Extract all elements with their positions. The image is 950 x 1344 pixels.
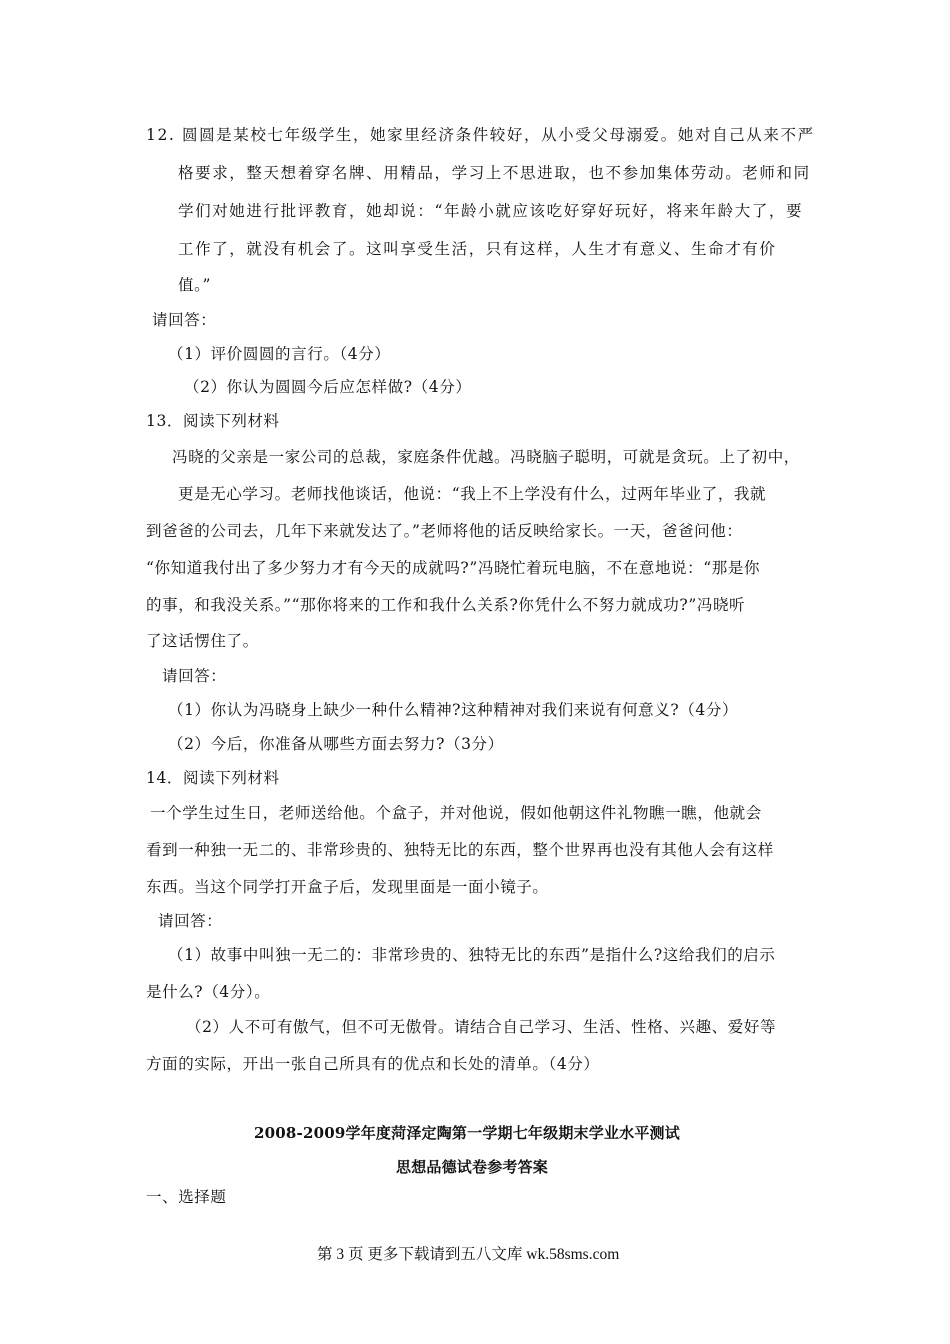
q12-prompt: 请回答： [152,311,217,329]
answer-section-1: 一、选择题 [146,1188,227,1206]
q13-sub-question-2: （2）今后，你准备从哪些方面去努力?（3分） [168,735,504,753]
q14-prompt: 请回答： [158,912,223,930]
q13-line-2: 更是无心学习。老师找他谈话，他说：“我上不上学没有什么，过两年毕业了，我就 [178,485,767,503]
q14-sub-question-1-line-2: 是什么?（4分）。 [146,983,271,1001]
q12-sub-question-1: （1）评价圆圆的言行。（4分） [168,345,391,363]
q13-line-5: 的事，和我没关系。”“那你将来的工作和我什么关系?你凭什么不努力就成功?”冯晓听 [146,596,746,614]
page-footer: 第 3 页 更多下载请到五八文库 wk.58sms.com [317,1246,620,1263]
q14-line-1: 一个学生过生日，老师送给他。个盒子，并对他说，假如他朝这件礼物瞧一瞧，他就会 [150,804,762,822]
answer-title-1: 2008-2009学年度菏泽定陶第一学期七年级期末学业水平测试 [254,1124,680,1142]
q12-line-2: 格要求，整天想着穿名牌、用精品，学习上不思进取，也不参加集体劳动。老师和同 [178,164,811,182]
q14-line-2: 看到一种独一无二的、非常珍贵的、独特无比的东西，整个世界再也没有其他人会有这样 [146,841,774,859]
q14-heading: 14．阅读下列材料 [146,769,280,787]
answer-title-2: 思想品德试卷参考答案 [396,1158,549,1176]
q13-sub-question-1: （1）你认为冯晓身上缺少一种什么精神?这种精神对我们来说有何意义?（4分） [168,701,739,719]
q12-sub-question-2: （2）你认为圆圆今后应怎样做?（4分） [184,378,472,396]
q14-sub-question-2-line-2: 方面的实际，开出一张自己所具有的优点和长处的清单。（4分） [146,1055,600,1073]
q13-line-3: 到爸爸的公司去，几年下来就发达了。”老师将他的话反映给家长。一天，爸爸问他： [146,522,743,540]
q13-line-1: 冯晓的父亲是一家公司的总裁，家庭条件优越。冯晓脑子聪明，可就是贪玩。上了初中， [172,448,800,466]
q12-line-1: 12. 圆圆是某校七年级学生，她家里经济条件较好，从小受父母溺爱。她对自己从来不严 [146,126,815,144]
q14-sub-question-2-line-1: （2）人不可有傲气，但不可无傲骨。请结合自己学习、生活、性格、兴趣、爱好等 [186,1018,777,1036]
q13-heading: 13．阅读下列材料 [146,412,280,430]
q13-line-4: “你知道我付出了多少努力才有今天的成就吗?”冯晓忙着玩电脑，不在意地说：“那是你 [146,559,761,577]
q14-sub-question-1-line-1: （1）故事中叫独一无二的：非常珍贵的、独特无比的东西”是指什么?这给我们的启示 [168,946,776,964]
q13-line-6: 了这话愣住了。 [146,632,259,650]
q12-line-4: 工作了，就没有机会了。这叫享受生活，只有这样，人生才有意义、生命才有价 [178,240,777,258]
q12-line-5: 值。” [178,276,211,294]
q14-line-3: 东西。当这个同学打开盒子后，发现里面是一面小镜子。 [146,878,549,896]
q12-line-3: 学们对她进行批评教育，她却说：“年龄小就应该吃好穿好玩好，将来年龄大了，要 [178,202,804,220]
q13-prompt: 请回答： [162,667,227,685]
